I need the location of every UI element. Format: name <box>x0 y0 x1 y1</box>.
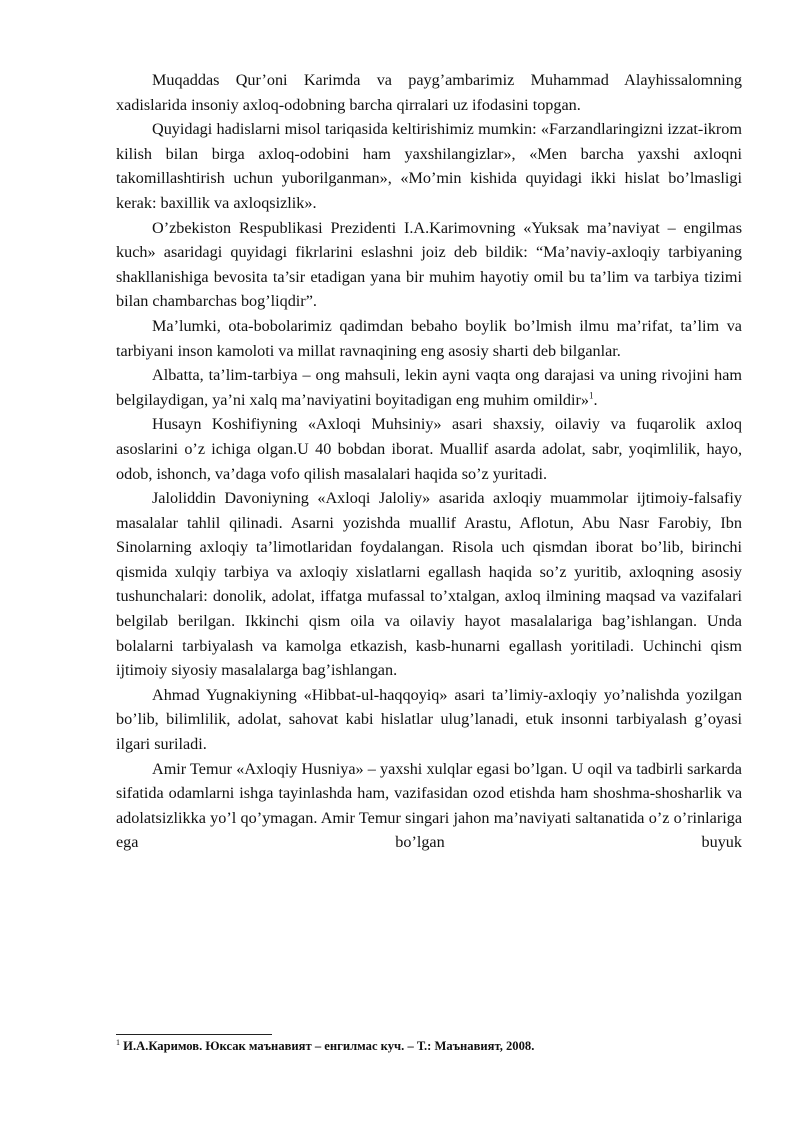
paragraph-education-text: Albatta, ta’lim-tarbiya – ong mahsuli, lekin ayni vaqta ong darajasi va uning rivojini ham belgilaydigan, ya’ni xalq ma’naviyatini boyitadigan eng muhim omildir» <box>116 366 742 409</box>
paragraph-ancestors: Ma’lumki, ota-bobolarimiz qadimdan bebaho boylik bo’lmish ilmu ma’rifat, ta’lim va tarbiyani inson kamoloti va millat ravnaqining eng asosiy sharti deb bilganlar. <box>116 316 742 360</box>
footnote-text: И.А.Каримов. Юксак маънавият – енгилмас куч. – Т.: Маънавият, 2008. <box>123 1039 535 1053</box>
footnote-number: 1 <box>116 1037 120 1047</box>
footnote-separator <box>116 1034 272 1035</box>
paragraph-karimov-quote: O’zbekiston Respublikasi Prezidenti I.A.Karimovning «Yuksak ma’naviyat – engilmas kuch» asaridagi quyidagi fikrlarini eslashni joiz deb bildik: “Ma’naviy-axloqiy tarbiyaning shakllanishiga bevosita ta’sir etadigan yana bir muhim hayotiy omil bu ta’lim va tarbiya tizimi bilan chambarchas bog’liqdir”. <box>116 218 742 311</box>
paragraph-koshifiy: Husayn Koshifiyning «Axloqi Muhsiniy» asari shaxsiy, oilaviy va fuqarolik axloq asoslarini o’z ichiga olgan.U 40 bobdan iborat. Muallif asarda adolat, sabr, yoqimlilik, hayo, odob, ishonch, va’daga vofo qilish masalalari haqida so’z yuritadi. <box>116 415 742 483</box>
paragraph-amir-temur: Amir Temur «Axloqiy Husniya» – yaxshi xulqlar egasi bo’lgan. U oqil va tadbirli sarkarda sifatida odamlarni ishga tayinlashda ham, vazifasidan ozod etishda ham shoshma-shosharlik va adolatsizlikka yo’l qo’ymagan. Amir Temur singari jahon ma’naviyati saltanatida o’z o’rinlariga ega bo’lgan buyuk <box>116 759 742 852</box>
paragraph-hadiths: Quyidagi hadislarni misol tariqasida keltirishimiz mumkin: «Farzandlaringizni izzat-ikrom kilish bilan birga axloq-odobini ham yaxshilangizlar», «Men barcha yaxshi axloqni takomillashtirish uchun yuborilganman», «Mo’min kishida quyidagi ikki hislat bo’lmasligi kerak: baxillik va axloqsizlik». <box>116 120 742 212</box>
paragraph-education-end: . <box>593 390 598 409</box>
document-body <box>116 68 742 855</box>
footnote-reference[interactable]: 1 <box>588 390 594 401</box>
footnote <box>116 1039 742 1054</box>
paragraph-davoniy: Jaloliddin Davoniyning «Axloqi Jaloliy» asarida axloqiy muammolar ijtimoiy-falsafiy masalalar tahlil qilinadi. Asarni yozishda muallif Arastu, Aflotun, Abu Nasr Farobiy, Ibn Sinolarning axloqiy ta’limotlaridan foydalangan. Risola uch qismdan iborat bo’lib, birinchi qismida xulqiy tarbiya va axloqiy xislatlarni egallash haqida so’z yuritib, axloqning asosiy tushunchalari: donolik, adolat, iffatga mufassal to’xtalgan, axloq ilmining maqsad va vazifalari belgilab berilgan. Ikkinchi qism oila va oilaviy hayot masalalariga bag’ishlangan. Unda bolalarni tarbiyalash va kamolga etkazish, kasb-hunarni egallash yoritiladi. Uchinchi qism ijtimoiy siyosiy masalalarga bag’ishlangan. <box>116 489 742 680</box>
paragraph-education <box>116 363 742 412</box>
paragraph-yugnakiy: Ahmad Yugnakiyning «Hibbat-ul-haqqoyiq» asari ta’limiy-axloqiy yo’nalishda yozilgan bo’lib, bilimlilik, adolat, sahovat kabi hislatlar ulug’lanadi, etuk insonni tarbiyalash g’oyasi ilgari suriladi. <box>116 685 742 754</box>
paragraph-quran: Muqaddas Qur’oni Karimda va payg’ambarimiz Muhammad Alayhissalomning xadislarida insoniy axloq-odobning barcha qirralari uz ifodasini topgan. <box>116 71 742 114</box>
